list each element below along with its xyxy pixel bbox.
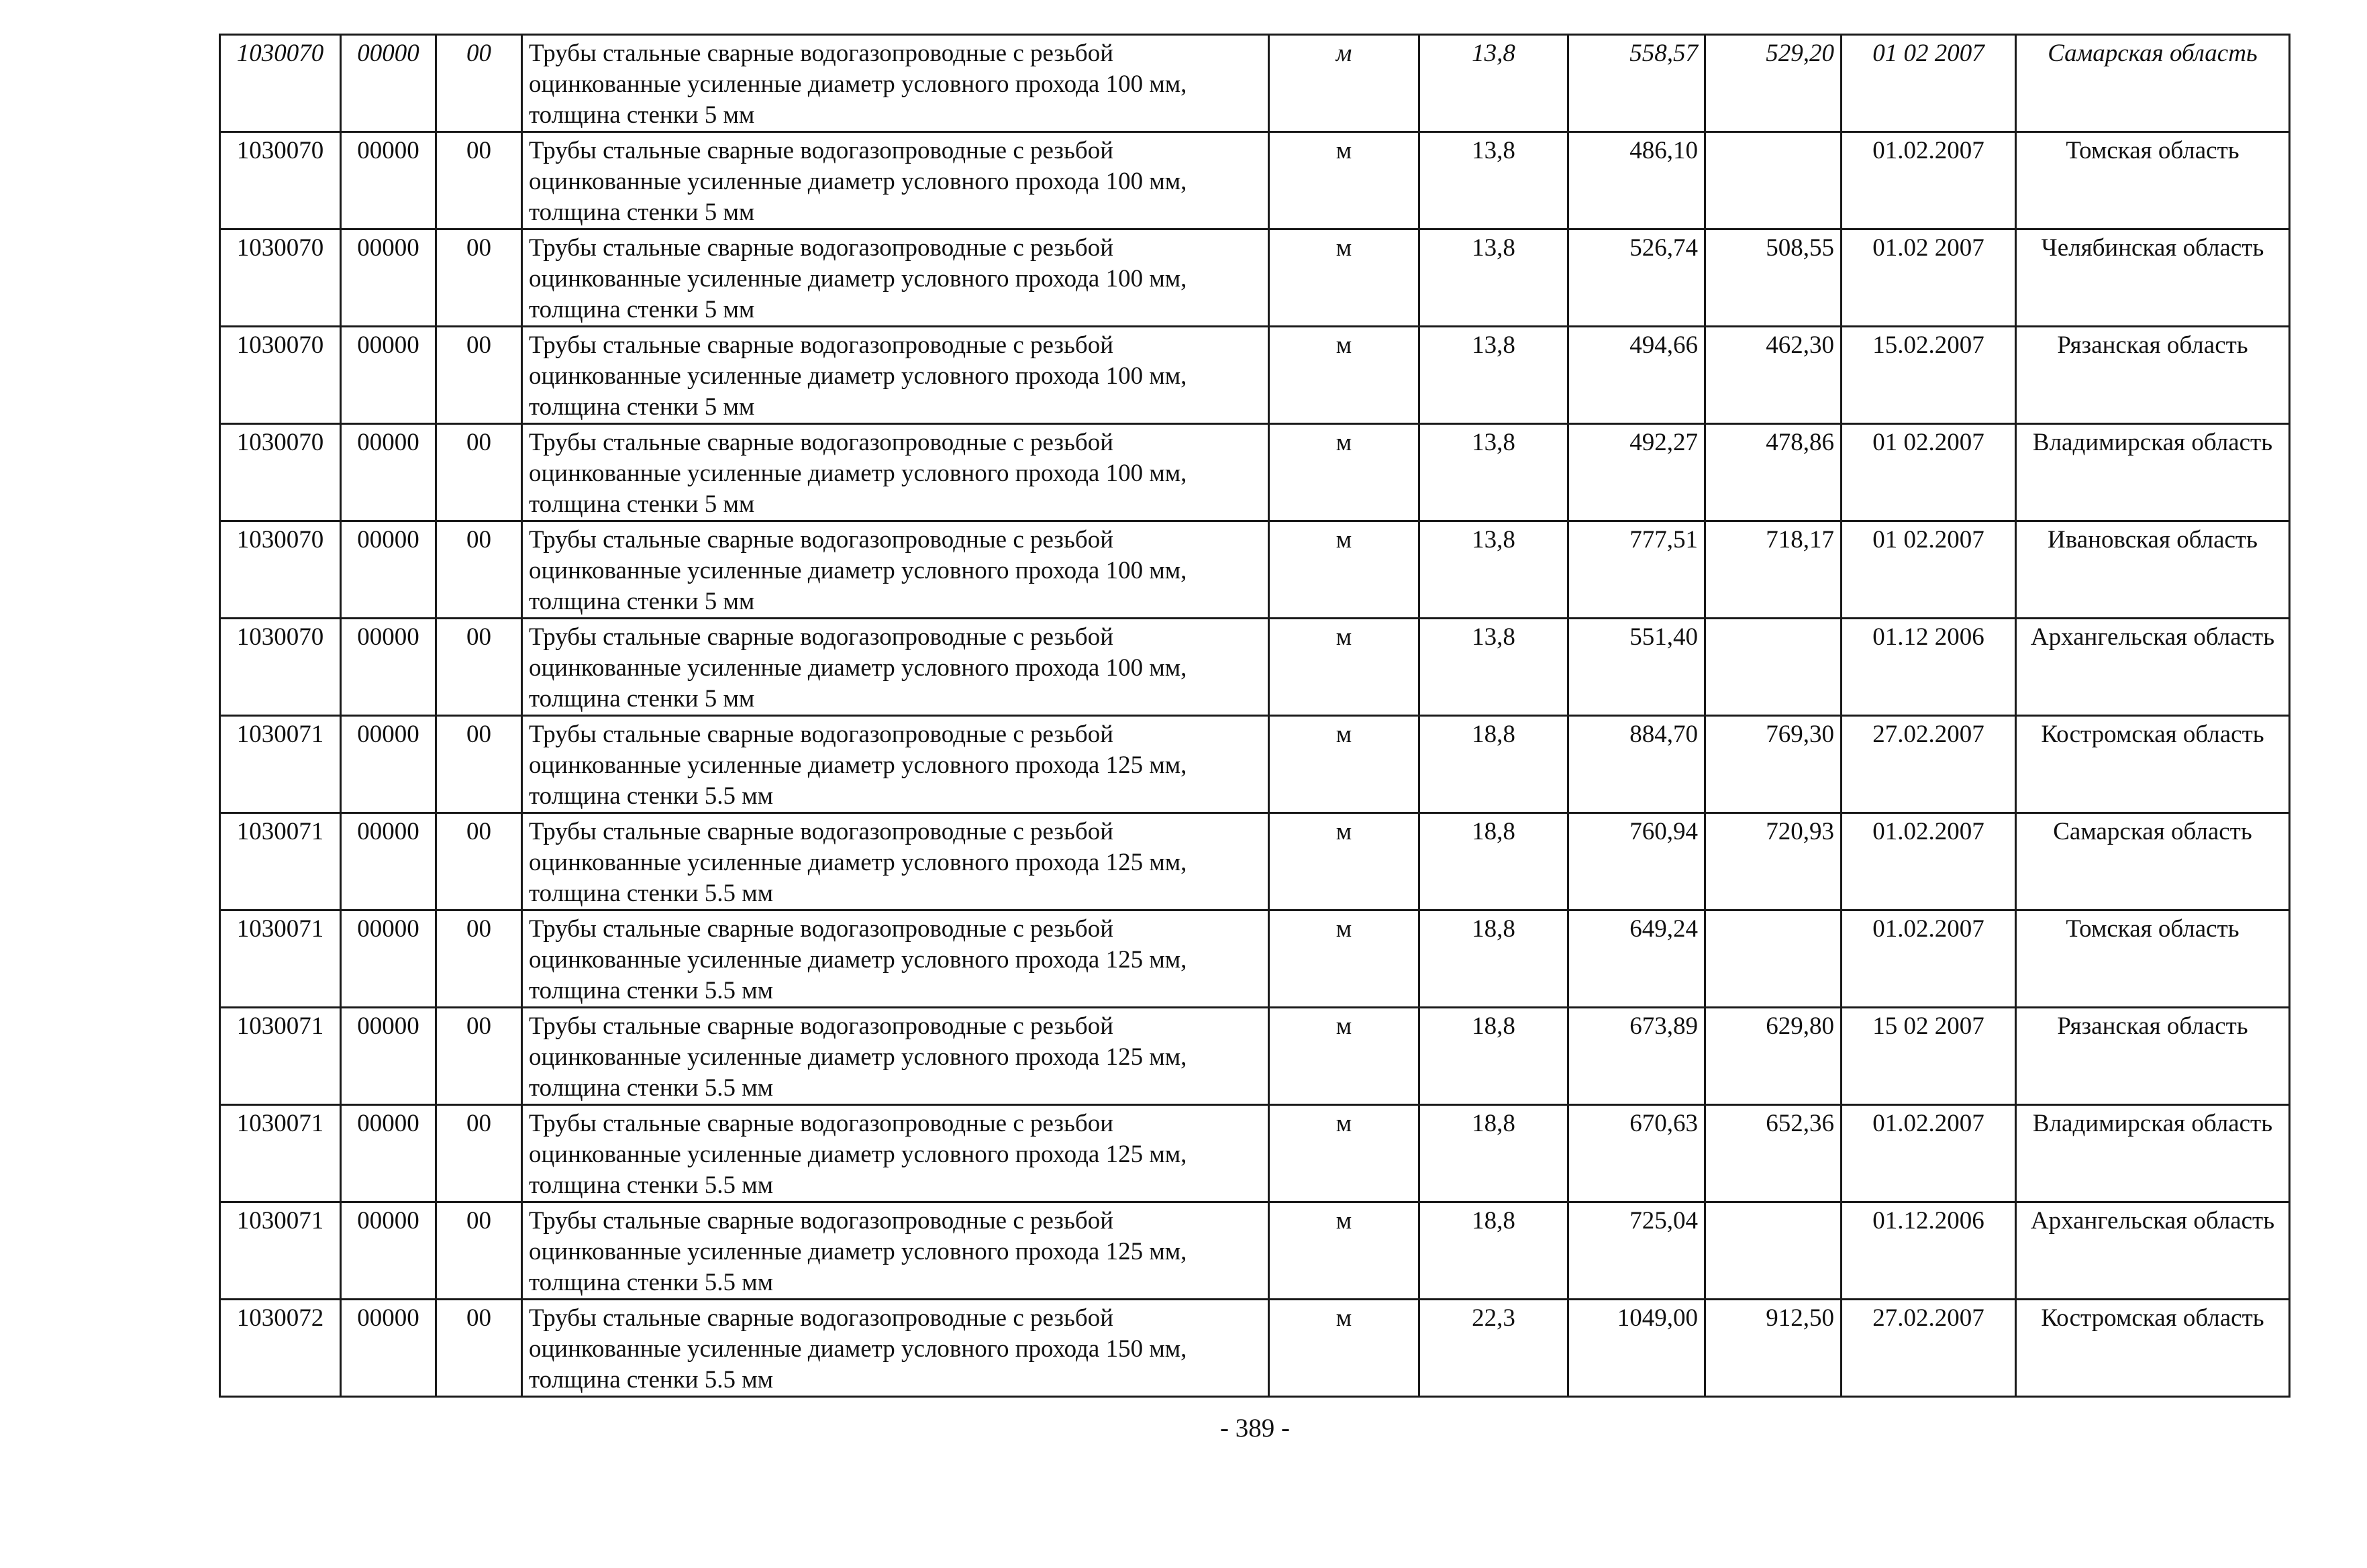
cell-description: Трубы стальные сварные водогазопроводные с резьбой оцинкованные усиленные диаметр условного прохода 100 мм, толщина стенки 5 мм [522, 229, 1269, 327]
cell-price-alt: 629,80 [1705, 1008, 1842, 1105]
table-row [220, 327, 2290, 424]
cell-date: 01 02 2007 [1842, 35, 2016, 132]
cell-unit: м [1269, 716, 1419, 813]
cell-date: 01.02.2007 [1842, 910, 2016, 1008]
cell-date: 01.02.2007 [1842, 1105, 2016, 1202]
cell-unit: м [1269, 813, 1419, 910]
cell-price: 558,57 [1568, 35, 1705, 132]
table-row [220, 1300, 2290, 1397]
cell-region: Ивановская область [2016, 521, 2290, 619]
cell-price-alt: 912,50 [1705, 1300, 1842, 1397]
cell-description: Трубы стальные сварные водогазопроводные с резьбой оцинкованные усиленные диаметр условного прохода 100 мм, толщина стенки 5 мм [522, 132, 1269, 229]
cell-price-alt [1705, 910, 1842, 1008]
cell-price: 670,63 [1568, 1105, 1705, 1202]
cell-resource-code: 1030070 [220, 229, 341, 327]
cell-date: 01.02.2007 [1842, 813, 2016, 910]
cell-price: 673,89 [1568, 1008, 1705, 1105]
cell-weight: 13,8 [1419, 619, 1568, 716]
cell-subcode: 00000 [341, 1202, 436, 1300]
cell-variant: 00 [436, 1008, 522, 1105]
cell-description: Трубы стальные сварные водогазопроводные с резьбой оцинкованные усиленные диаметр условного прохода 125 мм, толщина стенки 5.5 мм [522, 813, 1269, 910]
cell-description: Трубы стальные сварные водогазопроводные с резьбой оцинкованные усиленные диаметр условного прохода 125 мм, толщина стенки 5.5 мм [522, 716, 1269, 813]
cell-date: 01 02.2007 [1842, 424, 2016, 521]
cell-price: 725,04 [1568, 1202, 1705, 1300]
cell-region: Владимирская область [2016, 1105, 2290, 1202]
cell-description: Трубы стальные сварные водогазопроводные с резьбой оцинкованные усиленные диаметр условного прохода 100 мм, толщина стенки 5 мм [522, 327, 1269, 424]
cell-price: 884,70 [1568, 716, 1705, 813]
cell-price-alt [1705, 619, 1842, 716]
cell-region: Томская область [2016, 132, 2290, 229]
table-row [220, 35, 2290, 132]
cell-date: 01.12.2006 [1842, 1202, 2016, 1300]
cell-variant: 00 [436, 327, 522, 424]
cell-resource-code: 1030070 [220, 35, 341, 132]
cell-date: 27.02.2007 [1842, 716, 2016, 813]
cell-weight: 18,8 [1419, 813, 1568, 910]
cell-description: Трубы стальные сварные водогазопроводные с резьбой оцинкованные усиленные диаметр условного прохода 100 мм, толщина стенки 5 мм [522, 619, 1269, 716]
table-row [220, 1202, 2290, 1300]
cell-subcode: 00000 [341, 910, 436, 1008]
cell-subcode: 00000 [341, 424, 436, 521]
cell-unit: м [1269, 521, 1419, 619]
cell-subcode: 00000 [341, 521, 436, 619]
cell-price: 551,40 [1568, 619, 1705, 716]
cell-description: Трубы стальные сварные водогазопроводные с резьбой оцинкованные усиленные диаметр условного прохода 125 мм, толщина стенки 5.5 мм [522, 1008, 1269, 1105]
table-row [220, 424, 2290, 521]
table-row [220, 1008, 2290, 1105]
cell-region: Архангельская область [2016, 1202, 2290, 1300]
cell-description: Трубы стальные сварные водогазопроводные с резьбой оцинкованные усиленные диаметр условного прохода 100 мм, толщина стенки 5 мм [522, 521, 1269, 619]
cell-subcode: 00000 [341, 327, 436, 424]
cell-variant: 00 [436, 521, 522, 619]
table-row [220, 716, 2290, 813]
cell-region: Челябинская область [2016, 229, 2290, 327]
cell-variant: 00 [436, 813, 522, 910]
cell-date: 15 02 2007 [1842, 1008, 2016, 1105]
cell-region: Самарская область [2016, 813, 2290, 910]
cell-variant: 00 [436, 1202, 522, 1300]
cell-weight: 18,8 [1419, 1105, 1568, 1202]
cell-subcode: 00000 [341, 35, 436, 132]
cell-description: Трубы стальные сварные водогазопроводные с резьбой оцинкованные усиленные диаметр условного прохода 150 мм, толщина стенки 5.5 мм [522, 1300, 1269, 1397]
cell-region: Рязанская область [2016, 1008, 2290, 1105]
cell-price: 526,74 [1568, 229, 1705, 327]
table-row [220, 813, 2290, 910]
cell-price-alt: 718,17 [1705, 521, 1842, 619]
cell-region: Владимирская область [2016, 424, 2290, 521]
cell-resource-code: 1030071 [220, 1105, 341, 1202]
cell-region: Костромская область [2016, 1300, 2290, 1397]
cell-weight: 13,8 [1419, 229, 1568, 327]
cell-unit: м [1269, 424, 1419, 521]
cell-variant: 00 [436, 229, 522, 327]
cell-unit: м [1269, 327, 1419, 424]
cell-date: 01 02.2007 [1842, 521, 2016, 619]
cell-resource-code: 1030070 [220, 424, 341, 521]
cell-resource-code: 1030070 [220, 521, 341, 619]
cell-unit: м [1269, 229, 1419, 327]
cell-price: 494,66 [1568, 327, 1705, 424]
cell-weight: 18,8 [1419, 1008, 1568, 1105]
cell-price-alt: 508,55 [1705, 229, 1842, 327]
cell-resource-code: 1030071 [220, 910, 341, 1008]
cell-price: 1049,00 [1568, 1300, 1705, 1397]
cell-region: Костромская область [2016, 716, 2290, 813]
cell-unit: м [1269, 1008, 1419, 1105]
cell-variant: 00 [436, 132, 522, 229]
cell-weight: 18,8 [1419, 716, 1568, 813]
cell-description: Трубы стальные сварные водогазопроводные с резьбой оцинкованные усиленные диаметр условного прохода 125 мм, толщина стенки 5.5 мм [522, 1202, 1269, 1300]
cell-weight: 13,8 [1419, 132, 1568, 229]
cell-variant: 00 [436, 424, 522, 521]
cell-price: 649,24 [1568, 910, 1705, 1008]
cell-resource-code: 1030070 [220, 132, 341, 229]
cell-unit: м [1269, 1105, 1419, 1202]
cell-variant: 00 [436, 619, 522, 716]
cell-price: 760,94 [1568, 813, 1705, 910]
cell-weight: 18,8 [1419, 910, 1568, 1008]
cell-subcode: 00000 [341, 619, 436, 716]
cell-variant: 00 [436, 910, 522, 1008]
cell-region: Самарская область [2016, 35, 2290, 132]
cell-unit: м [1269, 910, 1419, 1008]
cell-resource-code: 1030071 [220, 716, 341, 813]
cell-resource-code: 1030071 [220, 1202, 341, 1300]
cell-subcode: 00000 [341, 1300, 436, 1397]
cell-resource-code: 1030071 [220, 1008, 341, 1105]
cell-subcode: 00000 [341, 1105, 436, 1202]
cell-price-alt: 652,36 [1705, 1105, 1842, 1202]
cell-region: Архангельская область [2016, 619, 2290, 716]
cell-date: 01.02.2007 [1842, 132, 2016, 229]
cell-weight: 13,8 [1419, 424, 1568, 521]
table-row [220, 1105, 2290, 1202]
cell-resource-code: 1030070 [220, 619, 341, 716]
cell-weight: 13,8 [1419, 327, 1568, 424]
cell-unit: м [1269, 1300, 1419, 1397]
cell-description: Трубы стальные сварные водогазопроводные с резьбой оцинкованные усиленные диаметр условного прохода 125 мм, толщина стенки 5.5 мм [522, 910, 1269, 1008]
cell-price-alt [1705, 1202, 1842, 1300]
cell-region: Томская область [2016, 910, 2290, 1008]
cell-price: 486,10 [1568, 132, 1705, 229]
page-number: - 389 - [1220, 1414, 1290, 1443]
cell-date: 27.02.2007 [1842, 1300, 2016, 1397]
cell-weight: 22,3 [1419, 1300, 1568, 1397]
cell-resource-code: 1030071 [220, 813, 341, 910]
cell-price: 492,27 [1568, 424, 1705, 521]
cell-subcode: 00000 [341, 1008, 436, 1105]
cell-unit: м [1269, 35, 1419, 132]
table-row [220, 229, 2290, 327]
cell-subcode: 00000 [341, 716, 436, 813]
cell-unit: м [1269, 132, 1419, 229]
cell-date: 01.12 2006 [1842, 619, 2016, 716]
cell-description: Трубы стальные сварные водогазопроводные с резьбой оцинкованные усиленные диаметр условного прохода 100 мм, толщина стенки 5 мм [522, 424, 1269, 521]
cell-resource-code: 1030070 [220, 327, 341, 424]
table-row [220, 132, 2290, 229]
cell-resource-code: 1030072 [220, 1300, 341, 1397]
cell-date: 15.02.2007 [1842, 327, 2016, 424]
table-row [220, 521, 2290, 619]
cell-price-alt [1705, 132, 1842, 229]
cell-unit: м [1269, 1202, 1419, 1300]
cell-price-alt: 769,30 [1705, 716, 1842, 813]
cell-price-alt: 478,86 [1705, 424, 1842, 521]
cell-weight: 13,8 [1419, 35, 1568, 132]
cell-region: Рязанская область [2016, 327, 2290, 424]
cell-price-alt: 462,30 [1705, 327, 1842, 424]
cell-weight: 18,8 [1419, 1202, 1568, 1300]
price-table [219, 34, 2290, 1398]
cell-price: 777,51 [1568, 521, 1705, 619]
table-row [220, 910, 2290, 1008]
cell-subcode: 00000 [341, 229, 436, 327]
table-row [220, 619, 2290, 716]
table-body [220, 35, 2290, 1397]
cell-variant: 00 [436, 716, 522, 813]
cell-weight: 13,8 [1419, 521, 1568, 619]
cell-price-alt: 720,93 [1705, 813, 1842, 910]
cell-subcode: 00000 [341, 813, 436, 910]
cell-variant: 00 [436, 35, 522, 132]
cell-date: 01.02 2007 [1842, 229, 2016, 327]
cell-description: Трубы стальные сварные водогазопроводные с резьбои оцинкованные усиленные диаметр условного прохода 125 мм, толщина стенки 5.5 мм [522, 1105, 1269, 1202]
cell-variant: 00 [436, 1300, 522, 1397]
cell-price-alt: 529,20 [1705, 35, 1842, 132]
cell-variant: 00 [436, 1105, 522, 1202]
cell-unit: м [1269, 619, 1419, 716]
cell-subcode: 00000 [341, 132, 436, 229]
cell-description: Трубы стальные сварные водогазопроводные с резьбой оцинкованные усиленные диаметр условного прохода 100 мм, толщина стенки 5 мм [522, 35, 1269, 132]
